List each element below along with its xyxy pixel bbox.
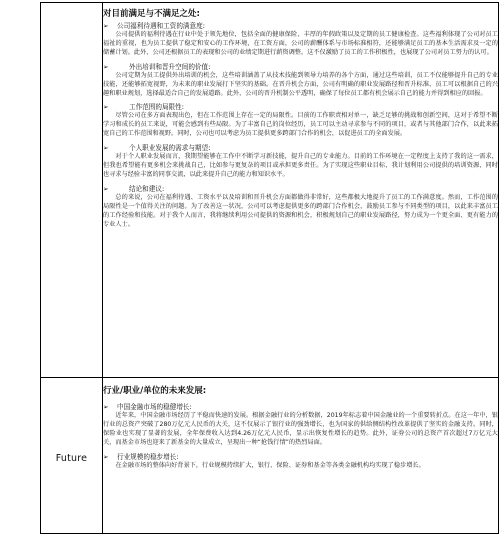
current-situation-row (41, 3, 499, 378)
arrow-bullet-icon: ➢ (103, 22, 109, 30)
section-text: 公司提供的福利待遇在行业中处于领先地位，包括全面的健康保险、丰厚的年假政策以及定期的员工健康检查。这些福利体现了公司对员工福祉的重视，也为员工提供了稳定和安心的工作环境，在工资方面，公司的薪酬体系与市场标准相符，还能够满足员工的基本生活需求及一定的储蓄计划。此外，公司还根据员工的表现和公司的业绩定期进行薪资调整，这不仅激励了员工的工作积极性，也展现了公司对员工努力的认可。 (103, 31, 498, 56)
arrow-bullet-icon: ➢ (103, 452, 109, 461)
row2-content-cell (103, 378, 499, 534)
arrow-bullet-icon: ➢ (103, 103, 109, 112)
section-text: 尽管公司在多方面表现出色，但在工作范围上存在一定的局限性。目前的工作职责相对单一，缺乏足够的挑战和创新空间，这对于希望不断学习和成长的员工来说，可能会感到有些局限。为了丰富自己的岗位经历，员工可以主动寻求参与不同的项目，或者与其他部门合作，以此来拓宽自己的工作范围和视野。同时，公司也可以考虑为员工提供更多跨部门合作的机会，以促进员工的全面发展。 (103, 112, 498, 138)
section-heading: ➢ 公司福利待遇和工资的满意度: (103, 22, 205, 30)
section-text: 在金融市场的整体向好背景下，行业规模持续扩大，银行、保险、证券和基金等各类金融机构均实现了稳步增长。 (115, 461, 425, 469)
section-text: 公司定期为员工提供外出培训的机会，这些培训涵盖了从技术技能到领导力培养的各个方面，通过这些培训，员工不仅能够提升自己的专业技能，还能够拓宽视野，为未来的职业发展打下坚实的基础。在晋升机会方面，公司有明确的职业发展路径和晋升标准，员工可以根据自己的兴趣和职业规划，选择最适合自己的发展道路。此外，公司的晋升机制公平透明，确保了每位员工都有机会展示自己的能力并得到相应的回报。 (103, 71, 498, 97)
row2-label-cell (41, 378, 103, 534)
arrow-bullet-icon: ➢ (103, 184, 109, 193)
section-heading: ➢ 结论和建议: (103, 184, 165, 193)
row1-title: 对目前满足与不满足之处: (103, 9, 200, 19)
row1-content (103, 3, 498, 377)
row2-title: 行业/职业/单位的未来发展: (103, 386, 207, 396)
section-text: 近年来，中国金融市场经历了平稳而快速的发展。根据金融行业的分析数据，2019年标志着中国金融业的一个重要转折点。在这一年中，银行业的总资产突破了280万亿元人民币的大关，这不仅展示了银行业的强劲增长，也为国家的供给侧结构性改革提供了坚实的金融支持。同时，保险业也实现了显著的发展，全年保费收入达到4.26万亿元人民币，显示出恢复性增长的趋势。此外，证券公司的总资产首次超过7万亿元大关，而基金市场也迎来了新基金的大量成立，呈现出一种“抢钱行情”的热烈局面。 (103, 412, 498, 446)
arrow-bullet-icon: ➢ (103, 403, 109, 411)
row1-label-cell (41, 3, 103, 378)
section-text: 对于个人职业发展而言，我期望能够在工作中不断学习新技能，提升自己的专业能力。目前的工作环境在一定程度上支持了我的这一需求，但我也希望能有更多机会来挑战自己，比如参与更复杂的项目或承担更多责任。为了实现这些职业目标，我计划利用公司提供的培训资源，同时也寻求与经验丰富的同事交流，以此来提升自己的能力和知识水平。 (103, 153, 498, 178)
section-heading: ➢ 行业规模的稳步增长: (103, 452, 179, 461)
future-row (41, 378, 499, 534)
section-heading: ➢ 外出培训和晋升空间的价值: (103, 62, 211, 71)
section-heading: ➢ 个人职业发展的需求与期望: (103, 144, 211, 153)
arrow-bullet-icon: ➢ (103, 62, 109, 71)
section-heading: ➢ 工作范围的局限性: (103, 103, 184, 112)
evaluation-table (40, 2, 499, 534)
section-text: 总的来说，公司在福利待遇、工资水平以及培训和晋升机会方面都做得非常好，这些都极大地提升了员工的工作满意度。然而，工作范围的局限性是一个值得关注的问题。为了改善这一状况，公司可以考虑提供更多的跨部门合作机会，鼓励员工参与不同类型的项目，以此来丰富员工的工作经验和技能。对于我个人而言，我将继续利用公司提供的资源和机会，积极规划自己的职业发展路径，努力成为一个更全面、更有能力的专业人士。 (103, 193, 498, 228)
section-heading: ➢ 中国金融市场的稳健增长: (103, 403, 192, 411)
future-label: Future (55, 453, 88, 464)
arrow-bullet-icon: ➢ (103, 144, 109, 153)
row1-content-cell (103, 3, 499, 378)
row2-content (103, 378, 498, 528)
